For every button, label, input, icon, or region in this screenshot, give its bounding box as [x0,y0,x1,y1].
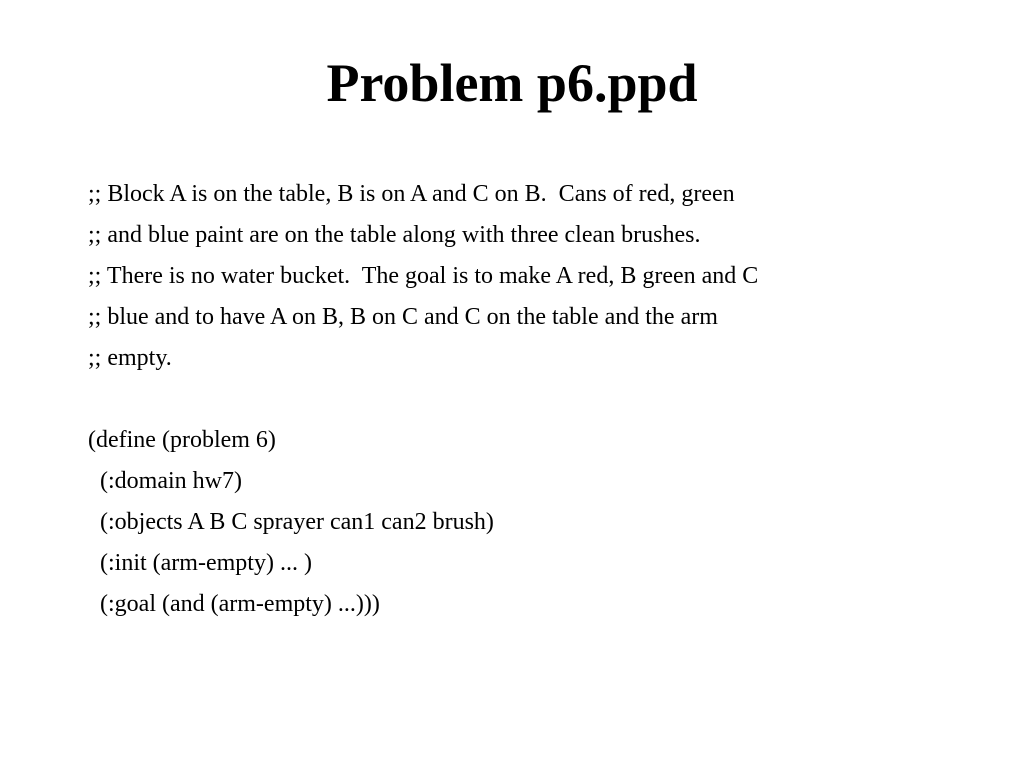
blank-line [88,379,988,420]
code-line: (:init (arm-empty) ... ) [88,550,312,576]
comment-line: ;; empty. [88,345,172,371]
code-line: (define (problem 6) [88,427,276,453]
slide-title: Problem p6.ppd [326,53,698,113]
comment-line: ;; There is no water bucket. The goal is to make A red, B green and C [88,263,759,289]
code-line: (:goal (and (arm-empty) ...))) [88,591,380,617]
comment-line: ;; blue and to have A on B, B on C and C on the table and the arm [88,304,718,330]
code-line: (:domain hw7) [88,468,242,494]
code-line: (:objects A B C sprayer can1 can2 brush) [88,509,494,535]
comment-line: ;; and blue paint are on the table along with three clean brushes. [88,222,701,248]
slide-body [88,174,988,625]
comment-line: ;; Block A is on the table, B is on A and C on B. Cans of red, green [88,181,735,207]
